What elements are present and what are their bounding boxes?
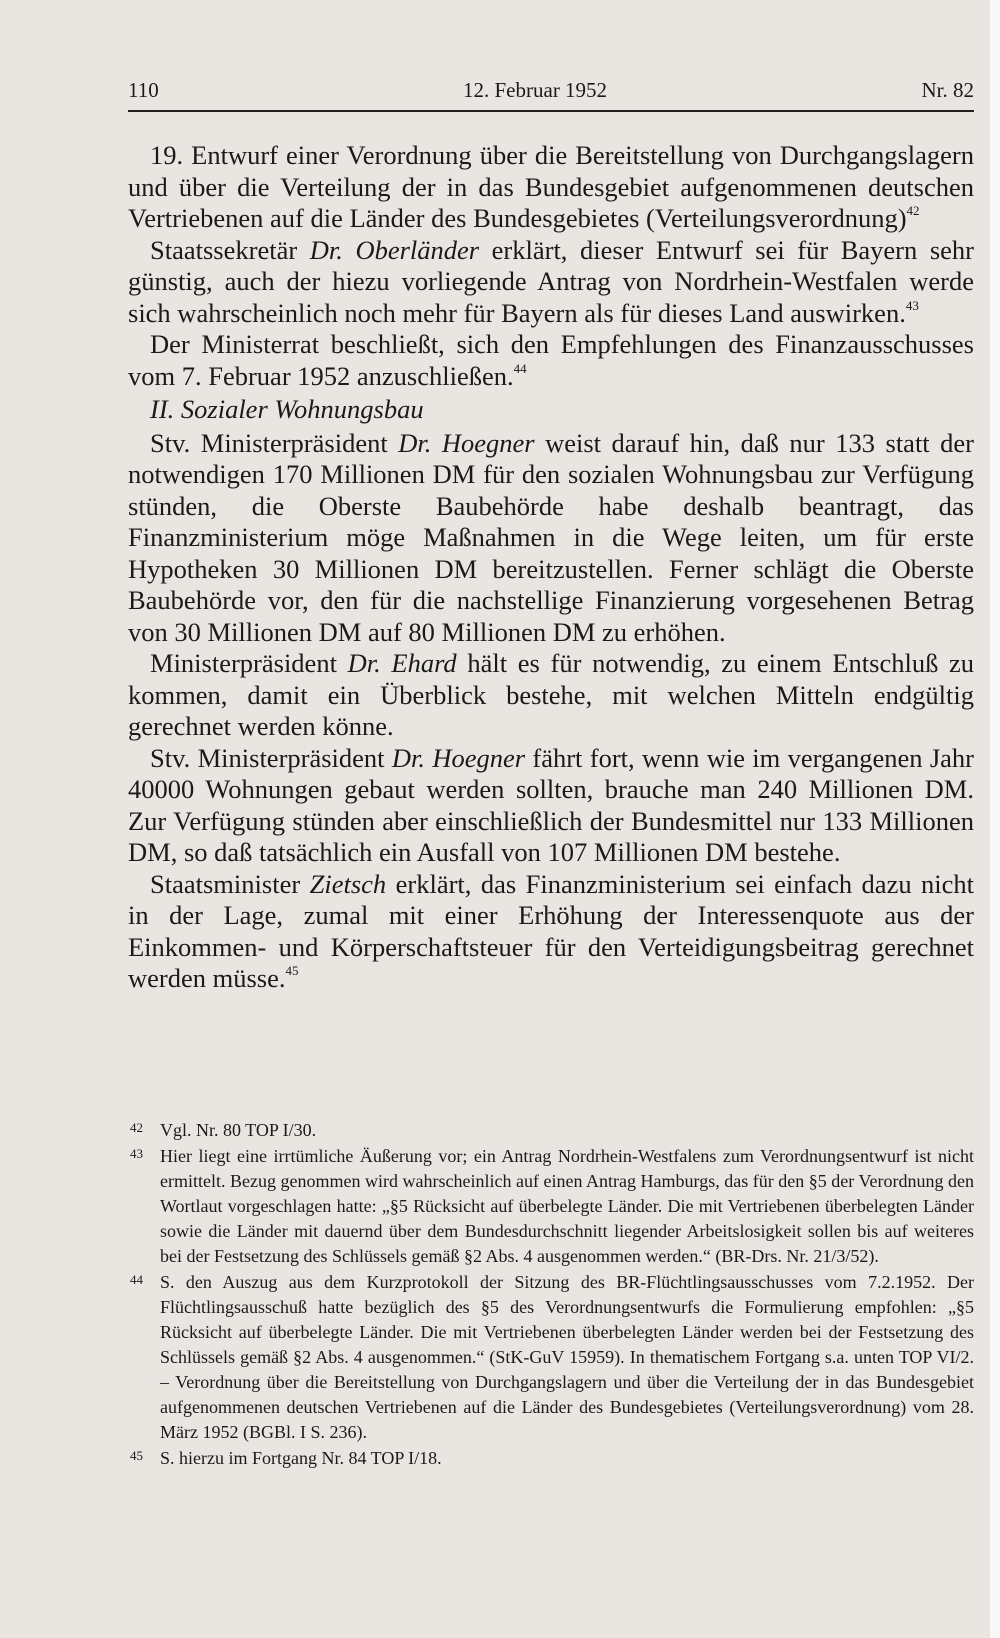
paragraph-zietsch xyxy=(128,869,974,995)
footnote-ref-44: 44 xyxy=(513,360,527,376)
page-edge xyxy=(990,0,1000,1638)
footnote-number: 44 xyxy=(130,1272,143,1287)
speaker-name: Zietsch xyxy=(309,868,387,899)
footnote-number: 45 xyxy=(130,1448,143,1463)
paragraph-text: weist darauf hin, daß nur 133 statt der notwendigen 170 Millionen DM für den sozialen Wohnungsbau zur Verfügung stünden, die Oberste Baubehörde habe deshalb beantragt, das Finanzministerium möge Maßnahmen in die Wege leiten, um für erste Hypotheken 30 Millionen DM bereitzustellen. Ferner schlägt die Oberste Baubehörde vor, den für die nachstellige Finanzierung vorgesehenen Betrag von 30 Millionen DM auf 80 Millionen DM zu erhöhen. xyxy=(128,427,975,647)
footnote-text: Vgl. Nr. 80 TOP I/30. xyxy=(160,1120,317,1140)
agenda-item-text: 19. Entwurf einer Verordnung über die Bereitstellung von Durchgangslagern und über die Verteilung der in das Bundesgebiet aufgenommenen deutschen Vertriebenen auf die Länder des Bundesgebietes (Verteilungsverordnung) xyxy=(128,140,974,233)
footnote xyxy=(128,1118,974,1143)
footnote-text: Hier liegt eine irrtümliche Äußerung vor; ein Antrag Nordrhein-Westfalens zum Verordnungsentwurf ist nicht ermittelt. Bezug genommen wird wahrscheinlich auf einen Antrag Hamburgs, das für den §5 der Verordnung den Wortlaut vorgeschlagen hatte: „§5 Rücksicht auf überbelegte Länder. Die mit Vertriebenen überbelegten Länder sowie die Länder mit dauernd über dem Bundesdurchschnitt liegender Arbeitslosigkeit sollen bis auf weiteres bei der Festsetzung des Schlüssels gemäß §2 Abs. 4 ausgenommen werden.“ (BR-Drs. Nr. 21/3/52). xyxy=(160,1146,974,1266)
speaker-name: Dr. Ehard xyxy=(347,648,457,678)
footnote xyxy=(128,1270,974,1445)
speaker-title: Staatssekretär xyxy=(150,234,310,265)
footnote-ref-43: 43 xyxy=(905,297,919,313)
footnote xyxy=(128,1144,974,1269)
speaker-title: Stv. Ministerpräsident xyxy=(150,427,399,458)
paragraph-text: fährt fort, wenn wie im vergangenen Jahr 40000 Wohnungen gebaut werden sollten, brauche man 240 Millionen DM. Zur Verfügung stünden aber einschließlich der Bundesmittel nur 133 Millionen DM, so daß tatsächlich ein Ausfall von 107 Millionen DM bestehe. xyxy=(128,742,974,867)
speaker-title: Staatsminister xyxy=(150,868,310,899)
paragraph-ehard xyxy=(128,648,974,743)
footnote-text: S. hierzu im Fortgang Nr. 84 TOP I/18. xyxy=(160,1448,442,1468)
page-number: 110 xyxy=(128,78,159,102)
speaker-title: Ministerpräsident xyxy=(150,648,348,678)
paragraph-text: erklärt, das Finanzministerium sei einfach dazu nicht in der Lage, zumal mit einer Erhöhung der Interessenquote aus der Einkommen- und Körperschaftsteuer für den Verteidigungsbeitrag gerechnet werden müsse. xyxy=(128,868,975,993)
footnote-number: 43 xyxy=(130,1146,143,1161)
footnote-text: S. den Auszug aus dem Kurzprotokoll der Sitzung des BR-Flüchtlingsausschusses vom 7.2.1952. Der Flüchtlingsausschuß hatte bezüglich des §5 des Verordnungsentwurfs die Formulierung empfohlen: „§5 Rücksicht auf überbelegte Länder. Die mit Vertriebenen überbelegten Länder werden bei der Festsetzung des Schlüssels gemäß §2 Abs. 4 ausgenommen.“ (StK-GuV 15959). In thematischem Fortgang s.a. unten TOP VI/2. – Verordnung über die Bereitstellung von Durchgangslagern und über die Verteilung der in das Bundesgebiet aufgenommenen deutschen Vertriebenen auf die Länder des Bundesgebietes (Verteilungsverordnung) vom 28. März 1952 (BGBl. I S. 236). xyxy=(160,1272,974,1442)
speaker-name: Dr. Hoegner xyxy=(398,427,535,458)
footnote-number: 42 xyxy=(130,1120,143,1135)
speaker-name: Dr. Hoegner xyxy=(391,742,526,773)
footnote-ref-45: 45 xyxy=(285,963,299,978)
paragraph-ministerrat xyxy=(128,329,974,392)
section-heading: II. Sozialer Wohnungsbau xyxy=(150,394,424,424)
footnote-ref-42: 42 xyxy=(906,203,920,218)
paragraph-hoegner-2 xyxy=(128,743,974,869)
agenda-item-19 xyxy=(128,140,974,235)
paragraph-text: hält es für notwendig, zu einem Entschluß zu kommen, damit ein Überblick bestehe, mit welchen Mitteln endgültig gerechnet werden könne. xyxy=(128,648,974,741)
speaker-name: Dr. Oberländer xyxy=(309,234,480,265)
running-header xyxy=(128,78,974,112)
issue-number: Nr. 82 xyxy=(921,78,974,102)
footnote xyxy=(128,1446,974,1471)
paragraph-hoegner-1 xyxy=(128,428,974,649)
paragraph-text: Der Ministerrat beschließt, sich den Empfehlungen des Finanzausschusses vom 7. Februar 1952 anzuschließen. xyxy=(128,329,974,391)
footnotes xyxy=(128,1118,974,1472)
paragraph-text: erklärt, dieser Entwurf sei für Bayern sehr günstig, auch der hiezu vorliegende Antrag von Nordrhein-Westfalen werde sich wahrscheinlich noch mehr für Bayern als für dieses Land auswirken. xyxy=(128,234,974,328)
paragraph-oberlaender xyxy=(128,235,974,330)
main-text xyxy=(128,140,974,995)
speaker-title: Stv. Ministerpräsident xyxy=(150,742,392,773)
header-date: 12. Februar 1952 xyxy=(463,78,608,102)
